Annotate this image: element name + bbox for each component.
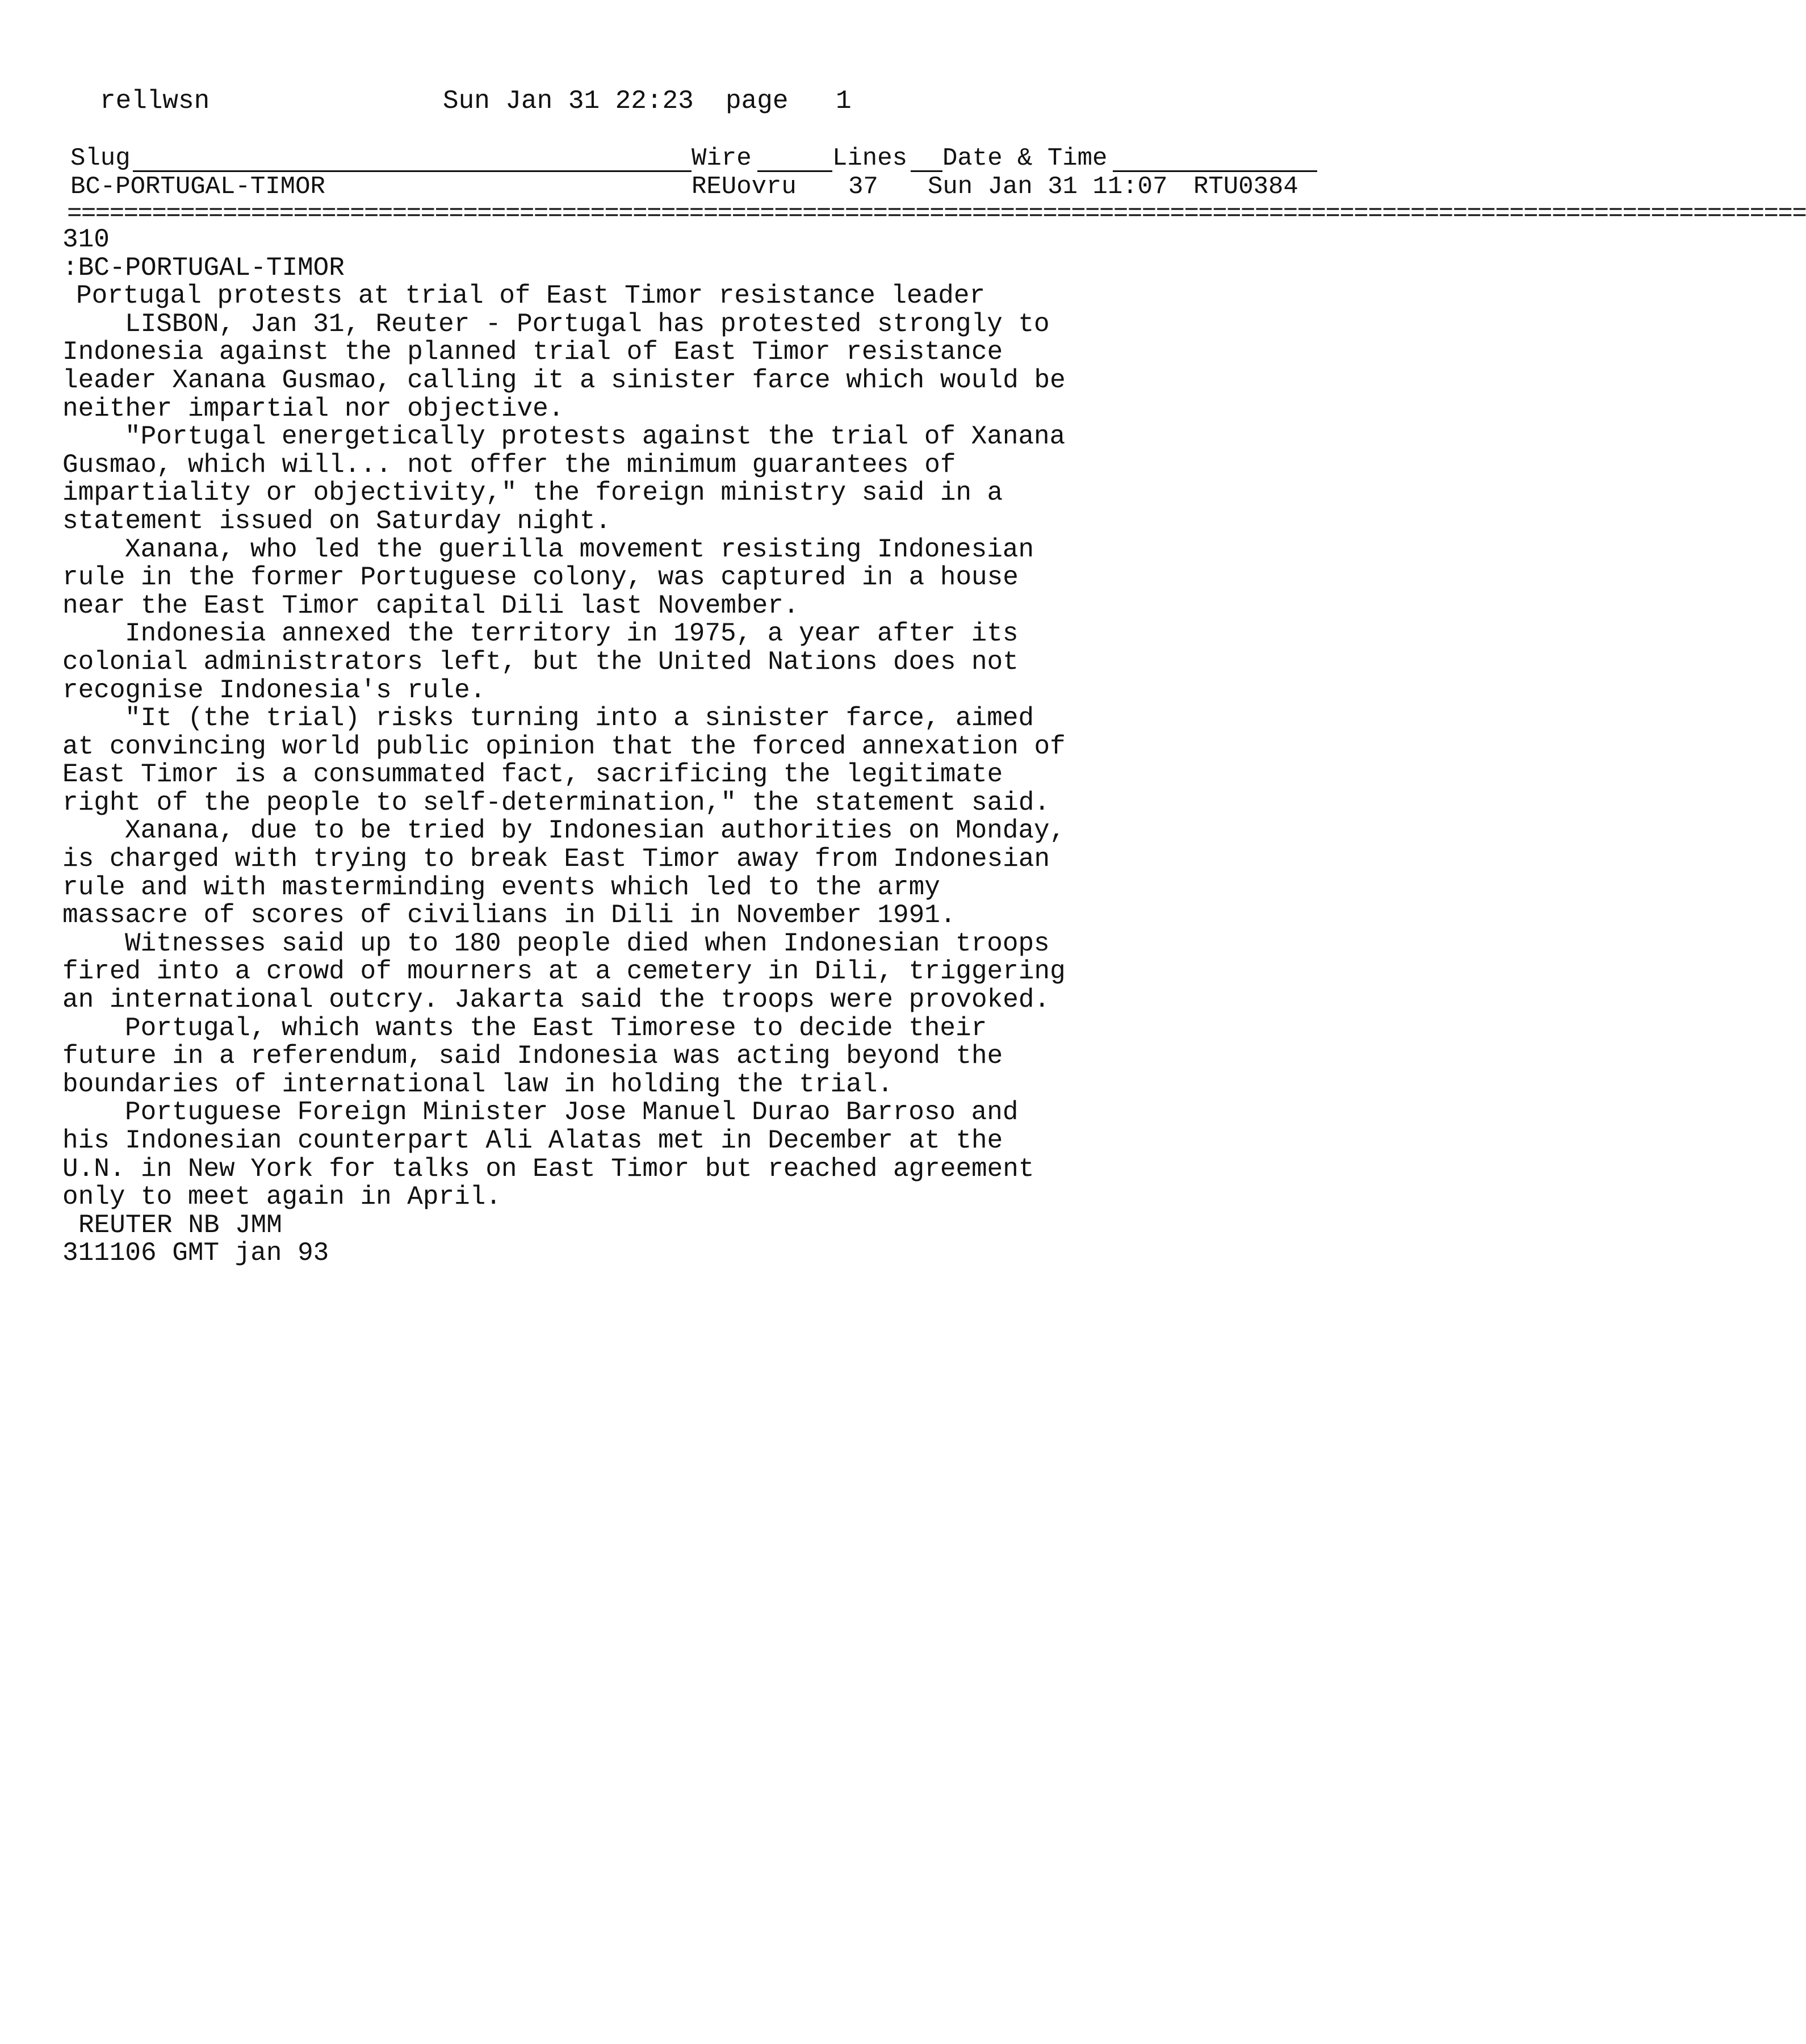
body-line: LISBON, Jan 31, Reuter - Portugal has protested strongly to (125, 309, 1050, 339)
body-line: rule and with masterminding events which led to the army (62, 872, 940, 902)
body-line: neither impartial nor objective. (62, 393, 564, 424)
body-line: "It (the trial) risks turning into a sinister farce, aimed (125, 703, 1034, 734)
body-line: "Portugal energetically protests against the trial of Xanana (125, 422, 1066, 452)
story-id-value: RTU0384 (1193, 173, 1298, 201)
story-body (62, 226, 1346, 1268)
date-time-value: Sun Jan 31 11:07 (928, 173, 1168, 201)
body-line: Xanana, who led the guerilla movement resisting Indonesian (125, 534, 1034, 564)
body-line: is charged with trying to break East Timor away from Indonesian (62, 844, 1050, 874)
story-headline: Portugal protests at trial of East Timor resistance leader (76, 281, 986, 311)
body-line: East Timor is a consummated fact, sacrificing the legitimate (62, 760, 1003, 790)
body-line: colonial administrators left, but the United Nations does not (62, 647, 1019, 677)
body-line: at convincing world public opinion that the forced annexation of (62, 731, 1066, 761)
body-line: Indonesia against the planned trial of East Timor resistance (62, 337, 1003, 367)
slug-label: Slug (70, 144, 131, 173)
body-line: his Indonesian counterpart Ali Alatas met in December at the (62, 1126, 1003, 1155)
field-value-row (0, 173, 1426, 201)
body-line: Witnesses said up to 180 people died when Indonesian troops (125, 928, 1050, 958)
lines-label: Lines (832, 144, 908, 173)
body-line: fired into a crowd of mourners at a cemetery in Dili, triggering (62, 957, 1066, 987)
body-line: right of the people to self-determination," the statement said. (62, 788, 1050, 818)
body-line: Indonesia annexed the territory in 1975, a year after its (125, 619, 1019, 649)
body-line: Portugal, which wants the East Timorese to decide their (125, 1013, 987, 1043)
body-line: near the East Timor capital Dili last November. (62, 590, 799, 621)
print-page-number: 1 (836, 86, 852, 116)
wire-underline (757, 170, 832, 172)
body-line: leader Xanana Gusmao, calling it a sinister farce which would be (62, 365, 1066, 395)
body-line: only to meet again in April. (62, 1182, 501, 1212)
story-number: 310 (62, 225, 110, 254)
lines-underline (911, 170, 942, 172)
body-line: U.N. in New York for talks on East Timor but reached agreement (62, 1154, 1034, 1184)
separator-line: =========================================================================================================================== (67, 200, 1806, 228)
print-datetime: Sun Jan 31 22:23 (443, 86, 694, 116)
story-timestamp: 311106 GMT jan 93 (62, 1238, 329, 1268)
slug-value: BC-PORTUGAL-TIMOR (70, 173, 325, 201)
body-line: future in a referendum, said Indonesia was acting beyond the (62, 1041, 1003, 1071)
print-user: rellwsn (100, 86, 210, 116)
lines-value: 37 (848, 173, 878, 201)
date-time-label: Date & Time (942, 144, 1108, 173)
body-line: Gusmao, which will... not offer the minimum guarantees of (62, 450, 956, 480)
story-slug-line: :BC-PORTUGAL-TIMOR (62, 253, 345, 283)
body-line: massacre of scores of civilians in Dili in November 1991. (62, 900, 956, 931)
body-line: an international outcry. Jakarta said the troops were provoked. (62, 985, 1050, 1015)
body-line: Xanana, due to be tried by Indonesian authorities on Monday, (125, 816, 1066, 846)
body-line: statement issued on Saturday night. (62, 506, 611, 536)
story-signoff: REUTER NB JMM (78, 1210, 282, 1240)
body-line: rule in the former Portuguese colony, was captured in a house (62, 563, 1019, 593)
body-line: impartiality or objectivity," the foreign ministry said in a (62, 478, 1003, 508)
field-label-row (0, 144, 1426, 173)
date-time-underline (1113, 170, 1317, 172)
body-line: Portuguese Foreign Minister Jose Manuel Durao Barroso and (125, 1098, 1019, 1128)
body-line: boundaries of international law in holding the trial. (62, 1069, 894, 1099)
body-line: recognise Indonesia's rule. (62, 675, 486, 705)
wire-value: REUovru (692, 173, 797, 201)
wire-label: Wire (692, 144, 752, 173)
print-page-label: page (726, 86, 789, 116)
slug-underline (133, 170, 692, 172)
